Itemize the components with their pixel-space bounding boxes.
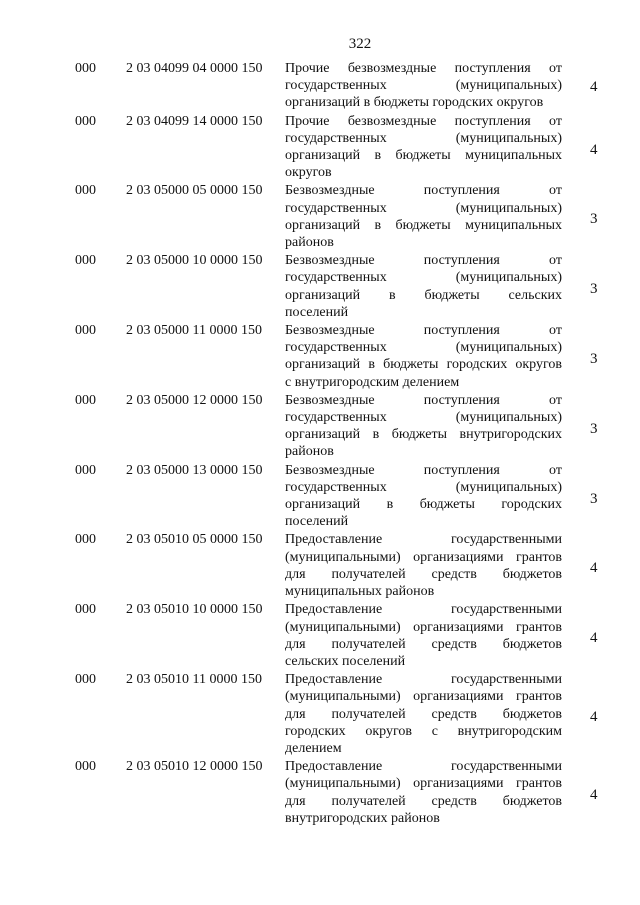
normative-value: 4	[590, 79, 598, 95]
description-line: сельских поселений	[285, 653, 406, 669]
description-line: для получателей средств бюджетов	[285, 706, 562, 722]
description-line: Безвозмездные поступления от	[285, 183, 562, 199]
income-description	[285, 252, 562, 321]
table-row	[0, 531, 640, 600]
description-line: организаций в бюджеты городских	[285, 497, 562, 513]
normative-value: 3	[590, 211, 598, 228]
normative-value: 3	[590, 420, 598, 437]
income-description	[285, 113, 562, 182]
admin-code: 000	[75, 672, 96, 688]
description-line: организаций в бюджеты муниципальных	[285, 148, 562, 164]
table-row	[0, 601, 640, 670]
description-line: Безвозмездные поступления от	[285, 392, 562, 408]
description-line: (муниципальными) организациями грантов	[285, 689, 562, 705]
description-line: государственных (муниципальных)	[285, 200, 562, 216]
description-line: Предоставление государственными	[285, 672, 562, 688]
description-line: Безвозмездные поступления от	[285, 323, 562, 339]
normative-value: 4	[590, 709, 598, 726]
budget-classification-code: 2 03 05000 05 0000 150	[126, 183, 263, 199]
budget-classification-code: 2 03 05010 12 0000 150	[126, 759, 263, 775]
description-line: государственных (муниципальных)	[285, 410, 562, 426]
description-line: делением	[285, 740, 342, 756]
description-line: (муниципальными) организациями грантов	[285, 619, 562, 635]
admin-code: 000	[75, 392, 96, 408]
income-description	[285, 601, 562, 670]
description-line: Безвозмездные поступления от	[285, 462, 562, 478]
description-line: организаций в бюджеты сельских	[285, 287, 562, 303]
normative-value: 3	[590, 281, 598, 298]
description-line: организаций в бюджеты внутригородских	[285, 427, 562, 443]
description-line: Предоставление государственными	[285, 532, 562, 548]
budget-classification-code: 2 03 05000 11 0000 150	[126, 323, 262, 339]
description-line: поселений	[285, 514, 349, 530]
description-line: районов	[285, 444, 334, 460]
income-description	[285, 182, 562, 251]
budget-classification-code: 2 03 05000 12 0000 150	[126, 392, 263, 408]
description-line: (муниципальными) организациями грантов	[285, 776, 562, 792]
income-description	[285, 60, 562, 112]
normative-value: 4	[590, 141, 598, 158]
admin-code: 000	[75, 602, 96, 618]
description-line: для получателей средств бюджетов	[285, 636, 562, 652]
table-row	[0, 758, 640, 827]
admin-code: 000	[75, 532, 96, 548]
normative-value: 4	[590, 787, 598, 804]
normative-value: 4	[590, 630, 598, 647]
page-number: 322	[348, 36, 372, 52]
budget-classification-code: 2 03 05010 05 0000 150	[126, 532, 263, 548]
description-line: городских округов с внутригородским	[285, 723, 562, 739]
description-line: Прочие безвозмездные поступления от	[285, 61, 562, 76]
income-description	[285, 462, 562, 531]
description-line: организаций в бюджеты городских округов	[285, 357, 562, 373]
admin-code: 000	[75, 253, 96, 269]
admin-code: 000	[75, 183, 96, 199]
admin-code: 000	[75, 323, 96, 339]
description-line: для получателей средств бюджетов	[285, 793, 562, 809]
budget-classification-code: 2 03 05010 11 0000 150	[126, 672, 262, 688]
table-row	[0, 60, 640, 112]
income-description	[285, 531, 562, 600]
description-line: Предоставление государственными	[285, 759, 562, 775]
description-line: Предоставление государственными	[285, 602, 562, 618]
normative-value: 3	[590, 351, 598, 368]
income-description	[285, 758, 562, 827]
budget-classification-code: 2 03 05010 10 0000 150	[126, 602, 263, 618]
admin-code: 000	[75, 113, 96, 129]
table-row	[0, 322, 640, 391]
description-line: государственных (муниципальных)	[285, 130, 562, 146]
budget-classification-code: 2 03 05000 13 0000 150	[126, 462, 263, 478]
description-line: (муниципальными) организациями грантов	[285, 549, 562, 565]
description-line: районов	[285, 235, 334, 251]
table-row	[0, 462, 640, 531]
normative-value: 3	[590, 490, 598, 507]
budget-classification-code: 2 03 04099 04 0000 150	[126, 61, 263, 76]
description-line: государственных (муниципальных)	[285, 270, 562, 286]
normative-value: 4	[590, 560, 598, 577]
description-line: внутригородских районов	[285, 810, 440, 826]
table-row	[0, 671, 640, 757]
description-line: государственных (муниципальных)	[285, 479, 562, 495]
description-line: государственных (муниципальных)	[285, 78, 562, 94]
budget-classification-code: 2 03 04099 14 0000 150	[126, 113, 263, 129]
description-line: муниципальных районов	[285, 584, 435, 600]
table-row	[0, 182, 640, 251]
budget-code-table	[0, 60, 640, 827]
description-line: с внутригородским делением	[285, 374, 460, 390]
description-line: округов	[285, 165, 332, 181]
admin-code: 000	[75, 759, 96, 775]
table-row	[0, 252, 640, 321]
budget-classification-code: 2 03 05000 10 0000 150	[126, 253, 263, 269]
income-description	[285, 392, 562, 461]
description-line: государственных (муниципальных)	[285, 340, 562, 356]
description-line: для получателей средств бюджетов	[285, 566, 562, 582]
income-description	[285, 322, 562, 391]
description-line: организаций в бюджеты городских округов	[285, 95, 544, 111]
table-row	[0, 113, 640, 182]
income-description	[285, 671, 562, 757]
admin-code: 000	[75, 462, 96, 478]
description-line: Прочие безвозмездные поступления от	[285, 113, 562, 129]
table-row	[0, 392, 640, 461]
description-line: Безвозмездные поступления от	[285, 253, 562, 269]
admin-code: 000	[75, 61, 96, 76]
description-line: организаций в бюджеты муниципальных	[285, 217, 562, 233]
description-line: поселений	[285, 304, 349, 320]
